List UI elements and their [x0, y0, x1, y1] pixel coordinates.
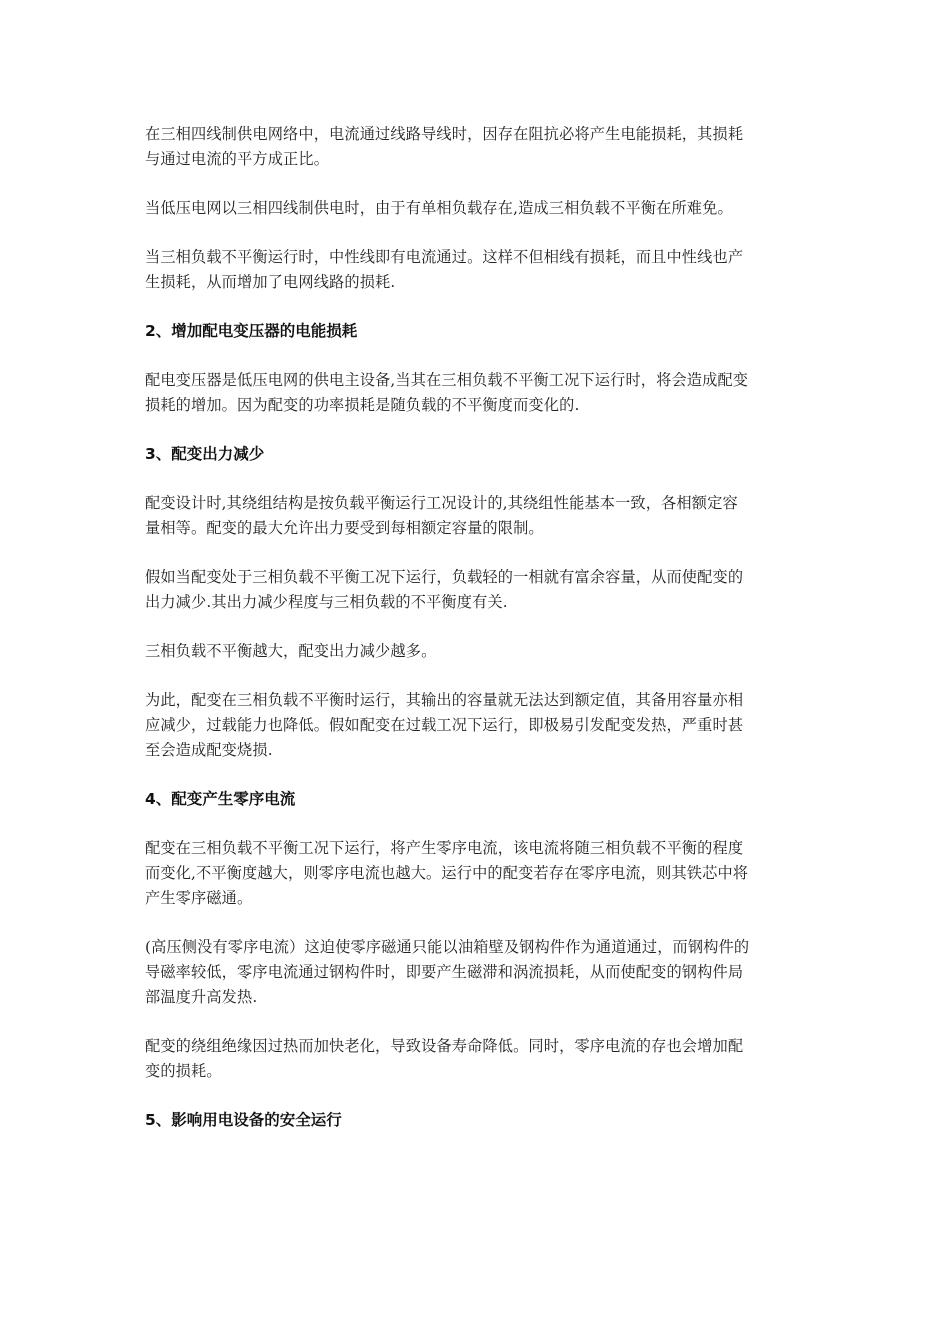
text-line: 至会造成配变烧损.: [145, 741, 273, 759]
text-line: 而变化,不平衡度越大，则零序电流也越大。运行中的配变若存在零序电流，则其铁芯中将: [145, 864, 749, 882]
text-line: 导磁率较低，零序电流通过钢构件时，即要产生磁滞和涡流损耗，从而使配变的钢构件局: [145, 963, 744, 981]
text-line: 当三相负载不平衡运行时，中性线即有电流通过。这样不但相线有损耗，而且中性线也产: [145, 248, 744, 266]
text-line: 配变在三相负载不平衡工况下运行，将产生零序电流，该电流将随三相负载不平衡的程度: [145, 839, 744, 857]
section-heading-4: [145, 1108, 810, 1133]
text-line: 配变设计时,其绕组结构是按负载平衡运行工况设计的,其绕组性能基本一致，各相额定容: [145, 494, 738, 512]
section-heading-3: [145, 787, 810, 812]
paragraph-5: [145, 491, 810, 541]
paragraph-8: [145, 688, 810, 763]
paragraph-3: [145, 245, 810, 295]
text-line: 配电变压器是低压电网的供电主设备,当其在三相负载不平衡工况下运行时，将会造成配变: [145, 371, 749, 389]
text-line: 当低压电网以三相四线制供电时，由于有单相负载存在,造成三相负载不平衡在所难免。: [145, 199, 733, 217]
text-line: 三相负载不平衡越大，配变出力减少越多。: [145, 642, 437, 660]
text-line: 生损耗，从而增加了电网线路的损耗.: [145, 273, 396, 291]
text-line: 为此，配变在三相负载不平衡时运行，其输出的容量就无法达到额定值，其备用容量亦相: [145, 691, 744, 709]
paragraph-10: [145, 935, 810, 1010]
text-line: 2、增加配电变压器的电能损耗: [145, 322, 358, 340]
section-heading-1: [145, 319, 810, 344]
text-line: 配变的绕组绝缘因过热而加快老化，导致设备寿命降低。同时，零序电流的存也会增加配: [145, 1037, 744, 1055]
text-line: 变的损耗。: [145, 1062, 222, 1080]
text-line: 量相等。配变的最大允许出力要受到每相额定容量的限制。: [145, 519, 544, 537]
text-line: 出力减少.其出力减少程度与三相负载的不平衡度有关.: [145, 593, 508, 611]
text-line: 4、配变产生零序电流: [145, 790, 296, 808]
paragraph-2: [145, 196, 810, 221]
section-heading-2: [145, 442, 810, 467]
text-line: 在三相四线制供电网络中，电流通过线路导线时，因存在阻抗必将产生电能损耗，其损耗: [145, 125, 744, 143]
text-line: 部温度升高发热.: [145, 988, 258, 1006]
text-line: 损耗的增加。因为配变的功率损耗是随负载的不平衡度而变化的.: [145, 396, 580, 414]
text-line: 假如当配变处于三相负载不平衡工况下运行，负载轻的一相就有富余容量，从而使配变的: [145, 568, 744, 586]
paragraph-7: [145, 639, 810, 664]
text-line: 产生零序磁通。: [145, 889, 253, 907]
paragraph-9: [145, 836, 810, 911]
paragraph-1: [145, 122, 810, 172]
text-line: 与通过电流的平方成正比。: [145, 150, 330, 168]
paragraph-11: [145, 1034, 810, 1084]
paragraph-6: [145, 565, 810, 615]
text-line: 5、影响用电设备的安全运行: [145, 1111, 342, 1129]
document-body: [145, 122, 810, 1157]
paragraph-4: [145, 368, 810, 418]
text-line: 应减少，过载能力也降低。假如配变在过载工况下运行，即极易引发配变发热，严重时甚: [145, 716, 744, 734]
text-line: (高压侧没有零序电流）这迫使零序磁通只能以油箱壁及钢构件作为通道通过，而钢构件的: [145, 938, 750, 956]
text-line: 3、配变出力减少: [145, 445, 265, 463]
